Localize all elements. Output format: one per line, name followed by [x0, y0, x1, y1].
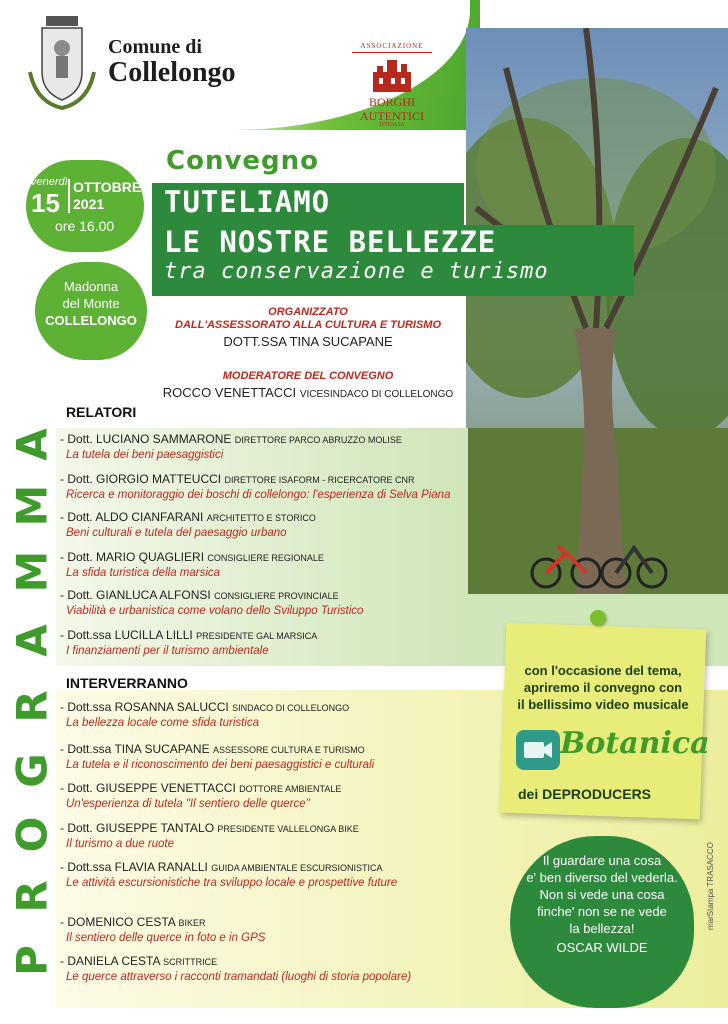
comune-line1: Comune di: [108, 36, 202, 58]
speaker-name: - Dott. GIANLUCA ALFONSI: [60, 588, 211, 602]
programma-letter: O: [7, 816, 57, 853]
date-day-name: venerdì: [31, 176, 68, 188]
note-line2: apriremo il convegno con: [523, 680, 683, 695]
pin-icon: [590, 610, 606, 626]
title-line1: TUTELIAMO: [164, 185, 331, 219]
venue-line1: Madonna: [63, 279, 119, 294]
municipal-crest-icon: [22, 12, 102, 112]
speaker-role: DIRETTORE ISAFORM - RICERCATORE CNR: [224, 475, 415, 485]
organizer-label1: ORGANIZZATO: [268, 306, 348, 318]
speaker-entry: [60, 510, 480, 541]
relatori-title: RELATORI: [66, 404, 137, 420]
speaker-entry: [60, 588, 480, 619]
speaker-name: - DOMENICO CESTA: [60, 915, 176, 929]
speaker-topic: Le querce attraverso i racconti tramandati (luoghi di storia popolare): [66, 971, 412, 983]
moderator-label: MODERATORE DEL CONVEGNO: [222, 370, 394, 382]
borghi-assoc: ASSOCIAZIONE: [352, 42, 432, 53]
programma-vertical-label: [7, 420, 57, 1000]
speaker-entry: [60, 781, 480, 812]
speaker-entry: [60, 550, 480, 581]
speaker-topic: Le attività escursionistiche tra sviluppo locale e prospettive future: [66, 877, 398, 889]
video-icon: [516, 730, 560, 770]
borghi-logo: [352, 42, 432, 128]
quote-line3: Non si vede una cosa: [539, 887, 665, 902]
printer-credit: marStampa TRASACCO: [706, 842, 715, 930]
speaker-name: - Dott.ssa TINA SUCAPANE: [60, 742, 210, 756]
speaker-role: ASSESSORE CULTURA E TURISMO: [212, 745, 365, 755]
speaker-entry: [60, 742, 480, 773]
comune-title: [108, 36, 236, 89]
speaker-topic: I finanziamenti per il turismo ambientale: [66, 645, 269, 657]
note-line1: con l'occasione del tema,: [524, 663, 682, 678]
speaker-role: BIKER: [178, 918, 206, 928]
speaker-topic: La sfida turistica della marsica: [66, 567, 221, 579]
speaker-topic: Il turismo a due ruote: [66, 838, 175, 850]
deproducers-label: dei DEPRODUCERS: [518, 786, 652, 802]
moderator-block: [150, 370, 466, 400]
speaker-role: CONSIGLIERE REGIONALE: [207, 553, 324, 563]
speaker-name: - Dott. ALDO CIANFARANI: [60, 510, 204, 524]
borghi-country: D'ITALIA: [379, 122, 405, 128]
speaker-topic: Beni culturali e tutela del paesaggio urbano: [66, 527, 287, 539]
venue-line2: del Monte: [62, 296, 120, 311]
date-year: 2021: [73, 196, 105, 212]
borghi-name-l1: BORGHI: [368, 95, 415, 109]
interverranno-title: INTERVERRANNO: [66, 675, 188, 691]
programma-letter: M: [7, 484, 57, 527]
programma-letter: R: [7, 690, 57, 723]
programma-letter: G: [7, 753, 57, 788]
event-time: ore 16.00: [55, 218, 115, 234]
speaker-role: ARCHITETTO E STORICO: [206, 513, 316, 523]
comune-line2: Collelongo: [108, 57, 236, 88]
speaker-name: - Dott. GIORGIO MATTEUCCI: [60, 472, 222, 486]
quote-line2: e' ben diverso del vederla.: [526, 870, 678, 885]
venue-bubble: [35, 262, 147, 360]
speaker-entry: [60, 432, 480, 463]
speaker-entry: [60, 821, 480, 852]
speaker-entry: [60, 472, 480, 503]
speaker-role: SINDACO DI COLLELONGO: [232, 703, 350, 713]
speaker-role: SCRITTRICE: [163, 957, 218, 967]
speaker-topic: Il sentiero delle querce in foto e in GPS: [66, 932, 266, 944]
quote-line4: finche' non se ne vede: [537, 904, 667, 919]
speaker-topic: Un'esperienza di tutela "Il sentiero delle querce": [66, 798, 310, 810]
quote-bubble: [510, 836, 694, 1008]
title-line2: LE NOSTRE BELLEZZE: [164, 225, 497, 259]
speaker-topic: Viabilità e urbanistica come volano dello Sviluppo Turistico: [66, 605, 364, 617]
oak-tree-photo: [466, 28, 728, 594]
speaker-role: PRESIDENTE VALLELONGA BIKE: [217, 824, 359, 834]
quote-author: OSCAR WILDE: [556, 940, 648, 955]
speaker-name: - Dott.ssa LUCILLA LILLI: [60, 628, 193, 642]
speaker-entry: [60, 915, 480, 946]
quote-line1: Il guardare una cosa: [542, 853, 662, 868]
programma-letter: M: [7, 550, 57, 593]
organizer-name: DOTT.SSA TINA SUCAPANE: [223, 334, 393, 349]
speaker-topic: La tutela dei beni paesaggistici: [66, 449, 224, 461]
speaker-entry: [60, 700, 480, 731]
borghi-town-icon: [369, 56, 415, 94]
speaker-topic: La bellezza locale come sfida turistica: [66, 717, 260, 729]
speaker-topic: Ricerca e monitoraggio dei boschi di collelongo: l'esperienza di Selva Piana: [66, 489, 451, 501]
note-line3: il bellissimo video musicale: [517, 697, 689, 712]
speaker-name: - Dott. LUCIANO SAMMARONE: [60, 432, 232, 446]
speaker-role: CONSIGLIERE PROVINCIALE: [214, 591, 339, 601]
speaker-name: - Dott. GIUSEPPE VENETTACCI: [60, 781, 236, 795]
moderator-role: VICESINDACO DI COLLELONGO: [299, 389, 454, 400]
moderator-name-line: [150, 385, 466, 400]
speaker-role: GUIDA AMBIENTALE ESCURSIONISTICA: [211, 863, 383, 873]
speaker-topic: La tutela e il riconoscimento dei beni paesaggistici e culturali: [66, 759, 375, 771]
borghi-name-l2: AUTENTICI: [360, 109, 424, 123]
speaker-role: DIRETTORE PARCO ABRUZZO MOLISE: [234, 435, 402, 445]
organizer-block: [150, 306, 466, 349]
speaker-name: - DANIELA CESTA: [60, 954, 160, 968]
programma-letter: A: [7, 624, 57, 657]
convegno-label: Convegno: [166, 146, 320, 176]
programma-letter: R: [7, 880, 57, 913]
speaker-name: - Dott.ssa ROSANNA SALUCCI: [60, 700, 229, 714]
botanica-brand: Botanica: [560, 726, 710, 761]
speaker-role: PRESIDENTE GAL MARSICA: [196, 631, 318, 641]
speaker-role: DOTTORE AMBIENTALE: [239, 784, 342, 794]
organizer-label2: DALL'ASSESSORATO ALLA CULTURA E TURISMO: [175, 319, 441, 331]
date-month: OTTOBRE: [73, 179, 142, 195]
speaker-entry: [60, 860, 480, 891]
programma-letter: A: [7, 428, 57, 461]
venue-line3: COLLELONGO: [45, 313, 137, 328]
speaker-entry: [60, 954, 500, 985]
speaker-name: - Dott. GIUSEPPE TANTALO: [60, 821, 215, 835]
speaker-name: - Dott.ssa FLAVIA RANALLI: [60, 860, 208, 874]
date-month-year: [68, 179, 141, 213]
title-line3: tra conservazione e turismo: [164, 259, 549, 284]
speaker-entry: [60, 628, 480, 659]
moderator-name: ROCCO VENETTACCI: [162, 385, 297, 400]
date-day-number: 15: [31, 188, 60, 218]
programma-letter: P: [7, 945, 57, 976]
quote-line5: la bellezza!: [569, 921, 635, 936]
speaker-name: - Dott. MARIO QUAGLIERI: [60, 550, 205, 564]
note-text: [512, 662, 694, 713]
